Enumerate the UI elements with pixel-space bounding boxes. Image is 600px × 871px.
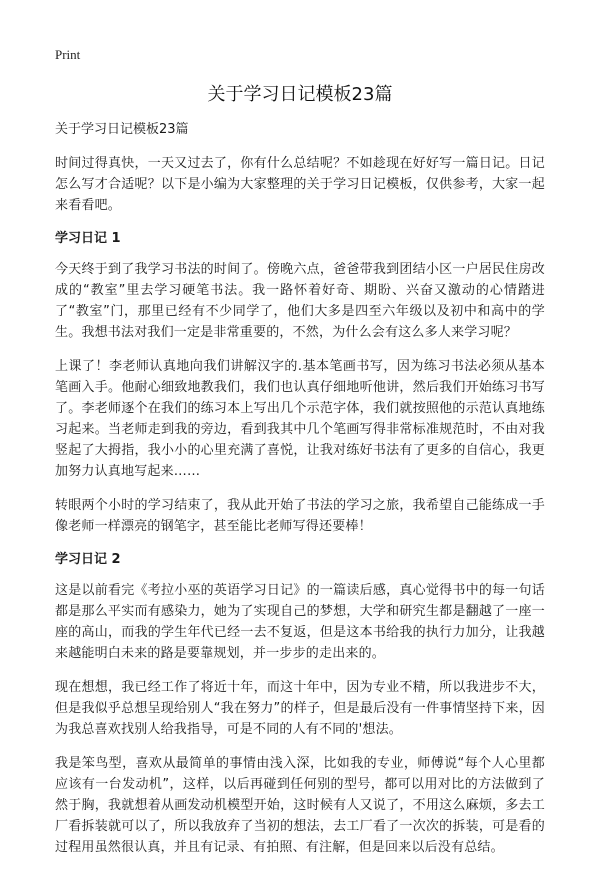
section-heading: 学习日记 1 xyxy=(55,231,121,246)
intro-paragraph: 时间过得真快，一天又过去了，你有什么总结呢？不如趁现在好好写一篇日记。日记怎么写才合适呢？以下是小编为大家整理的关于学习日记模板，仅供参考，大家一起来看看吧。 xyxy=(55,156,545,213)
page-title: 关于学习日记模板23篇 xyxy=(207,84,393,105)
section-paragraph: 我是笨鸟型，喜欢从最简单的事情由浅入深，比如我的专业，师傅说“每个人心里都应该有一台发动机”，这样，以后再碰到任何别的型号，都可以用对比的方法做到了然于胸，我就想着从画发动机模型开始，这时候有人又说了，不用这么麻烦，多去工厂看拆装就可以了，所以我放弃了当初的想法，去工厂看了一次次的拆装，可是看的过程用虽然很认真，并且有记录、有拍照、有注解，但是回来以后没有总结。 xyxy=(55,756,545,855)
diary-section-2 xyxy=(55,550,545,858)
section-paragraph: 转眼两个小时的学习结束了，我从此开始了书法的学习之旅，我希望自己能练成一手像老师一样漂亮的钢笔字，甚至能比老师写得还要棒！ xyxy=(55,498,545,534)
diary-section-1 xyxy=(55,229,545,537)
print-link[interactable]: Print xyxy=(55,47,81,62)
section-paragraph: 这是以前看完《考拉小巫的英语学习日记》的一篇读后感，真心觉得书中的每一句话都是那么平实而有感染力，她为了实现自己的梦想，大学和研究生都是翻越了一座一座的高山，而我的学生年代已经一去不复返，但是这本书给我的执行力加分，让我越来越能明白未来的路是要靠规划，并一步步的走出来的。 xyxy=(55,583,545,661)
section-paragraph: 上课了！李老师认真地向我们讲解汉字的.基本笔画书写，因为练习书法必须从基本笔画入手。他耐心细致地教我们，我们也认真仔细地听他讲，然后我们开始练习书写了。李老师逐个在我们的练习本上写出几个示范字体，我们就按照他的示范认真地练习起来。当老师走到我的旁边，看到我其中几个笔画写得非常标准规范时，不由对我竖起了大拇指，我小小的心里充满了喜悦，让我对练好书法有了更多的自信心，我更加努力认真地写起来…… xyxy=(55,359,545,479)
section-heading: 学习日记 2 xyxy=(55,552,121,567)
section-paragraph: 现在想想，我已经工作了将近十年，而这十年中，因为专业不精，所以我进步不大，但是我似乎总想呈现给别人“我在努力”的样子，但是最后没有一件事情坚持下来，因为我总喜欢找别人给我指导，可是不同的人有不同的'想法。 xyxy=(55,680,545,737)
document-body xyxy=(55,120,545,871)
section-paragraph: 今天终于到了我学习书法的时间了。傍晚六点，爸爸带我到团结小区一户居民住房改成的“教室”里去学习硬笔书法。我一路怀着好奇、期盼、兴奋又激动的心情踏进了“教室”门，那里已经有不少同学了，他们大多是四至六年级以及初中和高中的学生。我想书法对我们一定是非常重要的，不然，为什么会有这么多人来学习呢？ xyxy=(55,262,545,340)
document-subtitle: 关于学习日记模板23篇 xyxy=(55,122,189,137)
